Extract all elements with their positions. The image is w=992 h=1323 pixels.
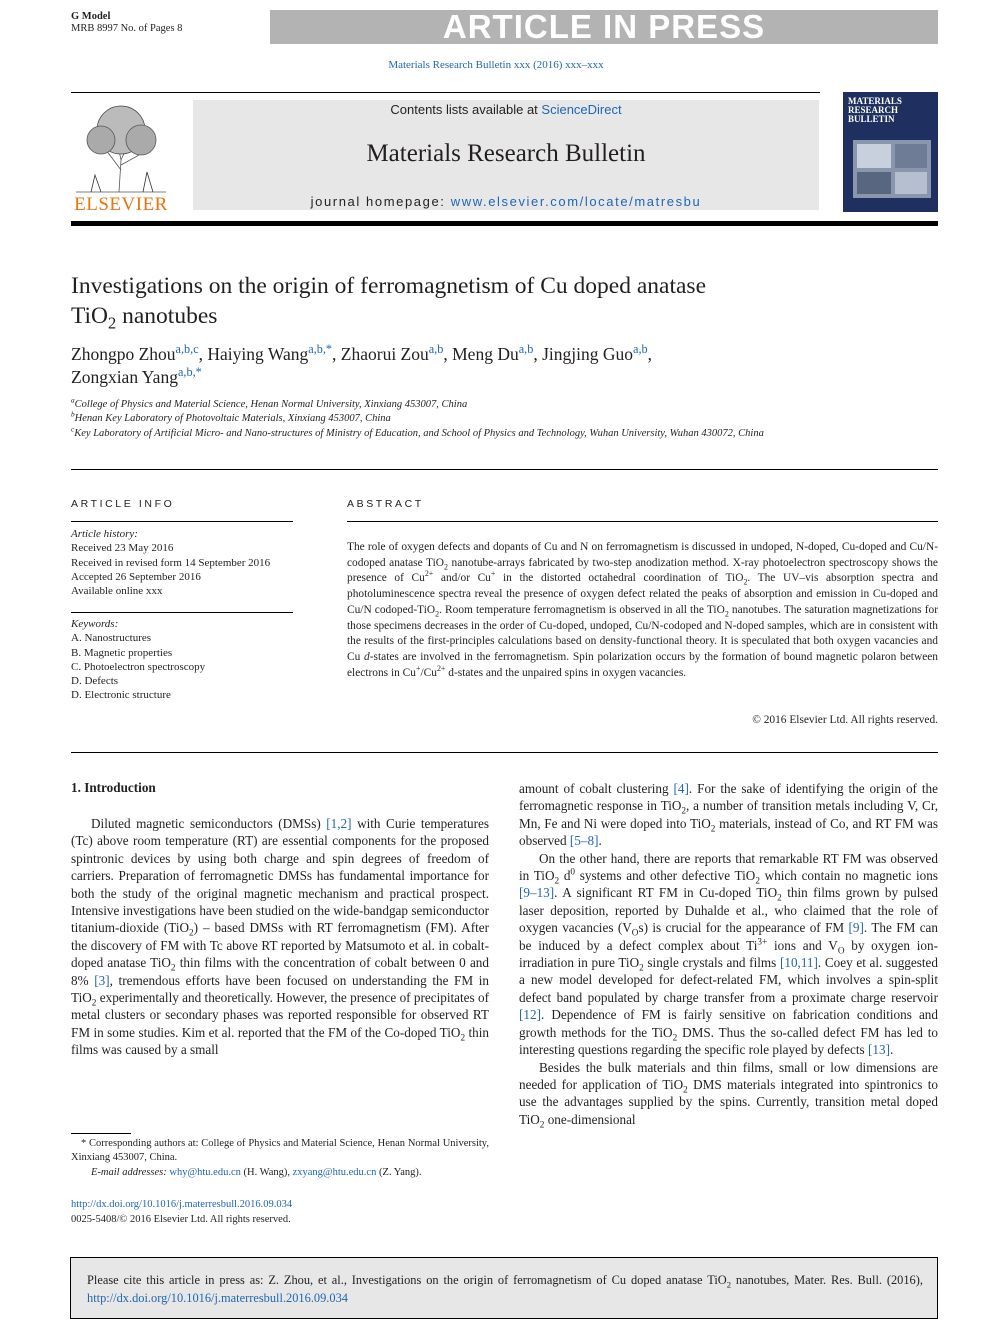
- affiliation-mark: b: [71, 409, 75, 419]
- journal-reference-link[interactable]: Materials Research Bulletin xxx (2016) xxx–xxx: [388, 59, 604, 71]
- cover-title: [848, 97, 936, 124]
- author-name[interactable]: Jingjing Guo: [542, 344, 634, 364]
- footnote-rule: [71, 1133, 131, 1134]
- history-item: Accepted 26 September 2016: [71, 570, 201, 583]
- affiliations: [71, 395, 931, 441]
- divider: [71, 521, 293, 522]
- cover-title-line: MATERIALS: [848, 96, 902, 106]
- article-history: [71, 527, 293, 598]
- author-marks[interactable]: a,b: [428, 342, 444, 357]
- abstract-heading: ABSTRACT: [347, 498, 424, 510]
- affiliation: [71, 424, 821, 441]
- divider: [347, 521, 938, 522]
- history-item: Received in revised form 14 September 2016: [71, 556, 271, 569]
- author-name[interactable]: Haiying Wang: [207, 344, 309, 364]
- contents-lists: [193, 102, 819, 117]
- header-rule-bottom: [71, 221, 938, 226]
- divider: [71, 612, 293, 613]
- affiliation-text: College of Physics and Material Science, Henan Normal University, Xinxiang 453007, China: [74, 399, 468, 410]
- title-subscript: 2: [108, 313, 117, 333]
- citation-link[interactable]: [3]: [94, 972, 110, 988]
- author-name[interactable]: Zongxian Yang: [71, 367, 178, 387]
- g-model-text: G Model: [71, 11, 111, 22]
- author-marks[interactable]: a,b: [633, 342, 648, 357]
- sciencedirect-link[interactable]: ScienceDirect: [541, 102, 622, 117]
- body-column-right: [519, 780, 938, 1128]
- footnote-text: Corresponding authors at: College of Physics and Material Science, Henan Normal University, Xinxiang 453007, China.: [71, 1138, 489, 1164]
- manuscript-label: [71, 11, 182, 35]
- keyword: A. Nanostructures: [71, 632, 152, 645]
- article-info-heading: ARTICLE INFO: [71, 498, 175, 510]
- keyword: D. Defects: [71, 675, 119, 688]
- cover-title-line: BULLETIN: [848, 114, 895, 124]
- affiliation: [71, 409, 931, 426]
- affiliation-text: Henan Key Laboratory of Photovoltaic Materials, Xinxiang 453007, China: [74, 413, 391, 425]
- keywords-label: Keywords:: [71, 618, 119, 630]
- affiliation-text: Key Laboratory of Artificial Micro- and Nano-structures of Ministry of Education, and School of Physics and Technology, Wuhan University, Wuhan 430072, China: [74, 427, 764, 439]
- citation-doi-link[interactable]: http://dx.doi.org/10.1016/j.materresbull.2016.09.034: [87, 1291, 348, 1305]
- keyword: B. Magnetic properties: [71, 646, 173, 659]
- author-marks[interactable]: a,b: [518, 342, 534, 357]
- citation-link[interactable]: [9]: [848, 920, 864, 936]
- issn-text: 0025-5408/© 2016 Elsevier Ltd. All rights reserved.: [71, 1213, 291, 1225]
- citation-link[interactable]: [13]: [868, 1042, 890, 1058]
- doi-block: [71, 1198, 489, 1227]
- elsevier-wordmark: ELSEVIER: [74, 194, 168, 215]
- affiliation: [71, 395, 931, 412]
- history-item: Available online xxx: [71, 585, 163, 598]
- citation-link[interactable]: [10,11]: [779, 955, 818, 971]
- title-line-1: Investigations on the origin of ferromagnetism of Cu doped anatase: [71, 273, 706, 299]
- author-marks[interactable]: a,b,*: [177, 365, 202, 380]
- citation-link[interactable]: [5–8]: [569, 833, 599, 849]
- citation-link[interactable]: [12]: [519, 1007, 541, 1023]
- doi-link[interactable]: http://dx.doi.org/10.1016/j.materresbull.2016.09.034: [71, 1199, 293, 1210]
- email-label: E-mail addresses:: [91, 1166, 170, 1178]
- author-marks[interactable]: a,b,c: [175, 342, 199, 357]
- copyright: © 2016 Elsevier Ltd. All rights reserved.: [752, 714, 938, 726]
- citation-link[interactable]: [4]: [673, 781, 689, 796]
- footnote-mark: *: [81, 1138, 87, 1149]
- journal-homepage: [193, 194, 819, 209]
- citation-text: Please cite this article in press as: Z. Zhou, et al., Investigations on the origin of ferromagnetism of Cu doped anatase TiO$_2$ nanotubes, Mater. Res. Bull. (2016), http://dx.doi.org/10.1016/j.materresbull.2016.09.034: [87, 1273, 923, 1305]
- author-list: Zhongpo Zhou$^{a,b,c}$, Haiying Wang$^{a,b,*}$, Zhaorui Zou$^{a,b}$, Meng Du$^{a,b}$, Jingjing Guo$^{a,b}$, Zongxian Yang$^{a,b,*}$: [71, 342, 653, 387]
- paragraph: Diluted magnetic semiconductors (DMSs) [1,2] with Curie temperatures (Tc) above room temperature (RT) are essential components for the proposed spintronic devices by using both charge and spin degrees of freedom of carriers. Preparation of ferromagnetic DMSs has fundamental importance for both the study of the original magnetic mechanism and practical prospect. Intensive investigations have been studied on the wide-bandgap semiconductor titanium-dioxide (TiO$_2$) – based DMSs with RT ferromagnetism (FM). After the discovery of FM with Tc above RT reported by Matsumoto et al. in cobalt-doped anatase TiO$_2$ thin films with the concentration of cobalt between 0 and 8% [3], tremendous efforts have been focused on understanding the FM in TiO$_2$ experimentally and theoretically. However, the presence of precipitates of metal clusters or secondary phases was reported responsible for observed RT FM in some studies. Kim et al. reported that the FM of the Co-doped TiO$_2$ thin films was caused by a small: [71, 816, 490, 1058]
- corresponding-author-footnote: * Corresponding authors at: College of Physics and Material Science, Henan Normal University, Xinxiang 453007, China. E-mail addresses: why@htu.edu.cn (H. Wang), zxyang@htu.edu.cn (Z. Yang).: [71, 1138, 489, 1178]
- citation-link[interactable]: [9–13]: [519, 885, 555, 901]
- keywords: [71, 617, 293, 703]
- author-name[interactable]: Zhongpo Zhou: [71, 344, 176, 364]
- introduction-heading: 1. Introduction: [71, 780, 156, 795]
- author-name[interactable]: Meng Du: [452, 344, 519, 364]
- author-name[interactable]: Zhaorui Zou: [340, 344, 429, 364]
- affiliation-mark: c: [71, 424, 75, 434]
- manuscript-id: MRB 8997 No. of Pages 8: [71, 23, 183, 34]
- article-in-press-text: ARTICLE IN PRESS: [442, 8, 766, 45]
- email-link[interactable]: why@htu.edu.cn: [169, 1166, 241, 1178]
- homepage-prefix: journal homepage:: [310, 194, 451, 209]
- history-label: Article history:: [71, 528, 138, 540]
- body-column-left: [71, 815, 489, 1059]
- header-rule-top: [71, 92, 820, 93]
- title-line-2: [71, 301, 891, 331]
- title-text: TiO: [71, 303, 109, 329]
- citation-link[interactable]: [1,2]: [326, 816, 352, 831]
- article-title: [71, 271, 891, 331]
- affiliation-mark: a: [71, 395, 75, 405]
- divider: [71, 752, 938, 753]
- paragraph: On the other hand, there are reports that remarkable RT FM was observed in TiO$_2$ $d^0$ systems and other defective TiO$_2$ which contain no magnetic ions [9–13]. A significant RT FM in Cu-doped TiO$_2$ thin films grown by pulsed laser deposition, reported by Duhalde et al., who claimed that the role of oxygen vacancies $(V_Os)$ is crucial for the appearance of FM [9]. The FM can be induced by a defect complex about $Ti^{3+}$ ions and $V_O$ by oxygen ion-irradiation in pure TiO$_2$ single crystals and films [10,11]. Coey et al. suggested a new model developed for defect-related FM, which involves a spin-split defect band populated by charge transfer from a proximate charge reservoir [12]. Dependence of FM is fairly sensitive on fabrication conditions and growth methods for the TiO$_2$ DMS. Thus the so-called defect FM has led to interesting questions regarding the specific role played by defects [13].: [519, 850, 939, 1058]
- homepage-link[interactable]: www.elsevier.com/locate/matresbu: [450, 194, 702, 209]
- contents-prefix: Contents lists available at: [390, 102, 542, 117]
- abstract-text: The role of oxygen defects and dopants of Cu and N on ferromagnetism is discussed in undoped, N-doped, Cu-doped and Cu/N-codoped anatase TiO$_2$ nanotube-arrays fabricated by two-step anodization method. X-ray photoelectron spectroscopy shows the presence of $Cu^{2+}$ and/or Cu+ in the distorted octahedral coordination of TiO$_2$. The UV–vis absorption spectra and photoluminescence spectra reveal the presence of oxygen defect related the peaks of absorption and emission in Cu-doped and Cu/N codoped-TiO$_2$. Room temperature ferromagnetism is observed in all the TiO$_2$ nanotubes. The saturation magnetizations for those specimens decreases in the order of Cu-doped, undoped, Cu/N-codoped and N-doped samples, which are in consistent with the results of the first-principles calculations based on density-functional theory. It is speculated that both oxygen vacancies and Cu d-states are involved in the ferromagnetism. Spin polarization occurs by the formation of bound magnetic polaron between electrons in $Cu^+/Cu^{2+}$ d-states and the unpaired spins in oxygen vacancies.: [347, 541, 938, 679]
- paragraph: Besides the bulk materials and thin films, small or low dimensions are needed for application of TiO$_2$ DMS materials integrated into spintronics to use the advantages supplied by the spins. Currently, transition metal doped TiO$_2$ one-dimensional: [519, 1059, 938, 1130]
- journal-title: Materials Research Bulletin: [366, 140, 646, 167]
- paragraph: amount of cobalt clustering [4]. For the sake of identifying the origin of the ferromagnetic response in TiO$_2$, a number of transition metals including V, Cr, Mn, Fe and Ni were doped into TiO$_2$ materials, instead of Co, and RT FM was observed [5–8].: [519, 781, 938, 849]
- title-text: nanotubes: [116, 303, 218, 329]
- email-link[interactable]: zxyang@htu.edu.cn: [292, 1166, 377, 1178]
- author-marks[interactable]: a,b,*: [308, 342, 333, 357]
- keyword: D. Electronic structure: [71, 689, 171, 702]
- keyword: C. Photoelectron spectroscopy: [71, 660, 206, 673]
- history-item: Received 23 May 2016: [71, 542, 174, 555]
- divider: [71, 469, 938, 470]
- cover-title-line: RESEARCH: [848, 105, 899, 115]
